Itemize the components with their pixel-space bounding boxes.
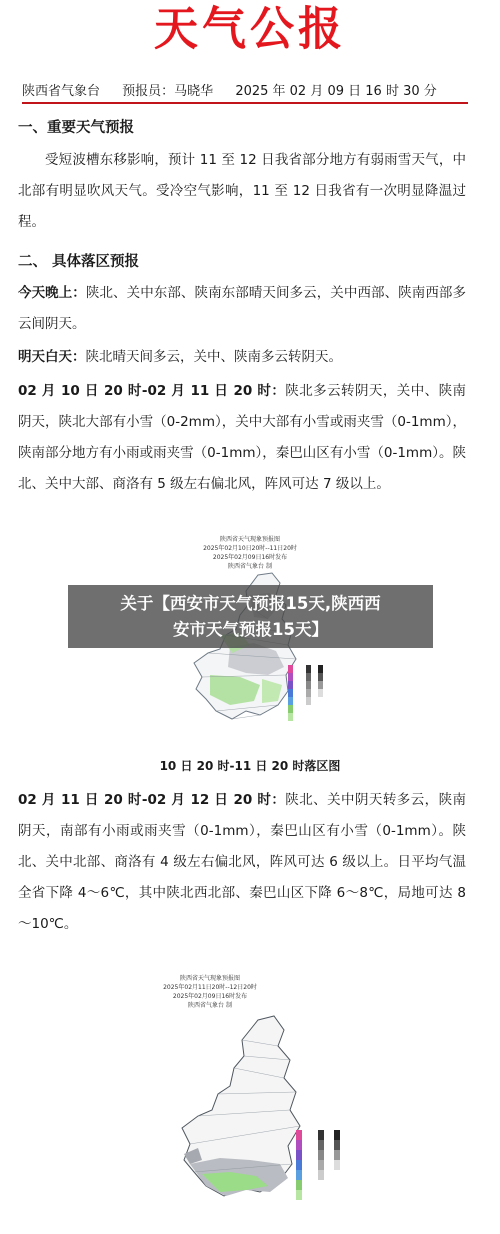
masthead: [0, 0, 500, 60]
section2-heading: 二、 具体落区预报: [18, 254, 140, 270]
tonight-label: 今天晚上：: [18, 285, 86, 301]
issuer-line: [22, 80, 468, 104]
period1-text: 陕北多云转阴天，关中、陕南阴天，陕北大部有小雪（0-2mm），关中大部有小雪或雨夹雪（0-1mm），陕南部分地方有小雨或雨夹雪（0-1mm），秦巴山区有小雪（0-1mm）。陕北、关中大部、商洛有 5 级左右偏北风，阵风可达 7 级以上。: [18, 383, 467, 492]
section1-body: 受短波槽东移影响，预计 11 至 12 日我省部分地方有弱雨雪天气，中北部有明显吹风天气。受冷空气影响，11 至 12 日我省有一次明显降温过程。: [18, 152, 466, 230]
article-title-overlay[interactable]: [68, 585, 433, 648]
period1-forecast: [18, 376, 466, 500]
period2-text: 陕北、关中阴天转多云，陕南阴天，南部有小雨或雨夹雪（0-1mm），秦巴山区有小雪（0-1mm）。陕北、关中北部、商洛有 4 级左右偏北风，阵风可达 6 级以上。日平均气温全省下降 4～6℃，其中陕北西北部、秦巴山区下降 6～8℃，局地可达 8～10℃。: [18, 792, 467, 932]
map1-caption: 陕西省天气现象预报图 2025年02月10日20时--11日20时 2025年02月09日16时发布 陕西省气象台 制: [203, 536, 297, 570]
issuing-office: 陕西省气象台: [22, 84, 101, 99]
tonight-forecast: [18, 278, 466, 340]
map2-caption: 陕西省天气现象预报图 2025年02月11日20时--12日20时 2025年02月09日16时发布 陕西省气象台 制: [163, 975, 257, 1009]
period1-label: 02 月 10 日 20 时-02 月 11 日 20 时：: [18, 383, 286, 399]
period2-forecast: [18, 785, 466, 940]
overlay-line-1: 关于【西安市天气预报15天,陕西西: [120, 594, 381, 613]
tomorrow-label: 明天白天：: [18, 349, 86, 365]
tomorrow-text: 陕北晴天间多云，关中、陕南多云转阴天。: [85, 349, 342, 365]
forecaster: 预报员：马晓华: [122, 84, 214, 99]
forecast-map-2: [150, 968, 360, 1230]
tonight-text: 陕北、关中东部、陕南东部晴天间多云，关中西部、陕南西部多云间阴天。: [18, 285, 466, 332]
map1-figure-caption: 10 日 20 时-11 日 20 时落区图: [159, 759, 341, 773]
map2-legend: [294, 1126, 350, 1204]
map1-legend: [286, 663, 330, 725]
section1-heading: 一、重要天气预报: [18, 120, 134, 136]
issue-datetime: 2025 年 02 月 09 日 16 时 30 分: [235, 84, 437, 99]
tomorrow-forecast: [18, 342, 466, 373]
overlay-line-2: 安市天气预报15天】: [173, 620, 328, 639]
masthead-title: 天气公报: [154, 2, 346, 57]
period2-label: 02 月 11 日 20 时-02 月 12 日 20 时：: [18, 792, 286, 808]
